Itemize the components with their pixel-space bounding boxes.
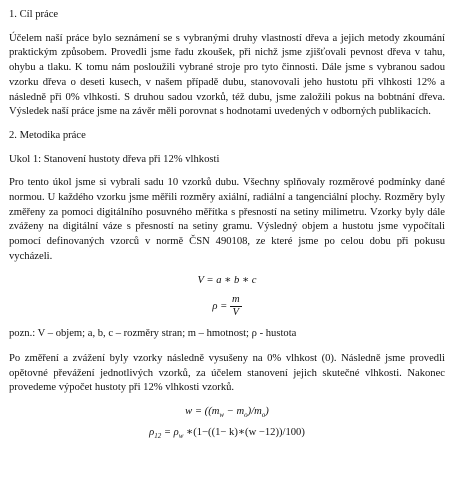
density-numerator: m: [231, 294, 240, 306]
density12-formula: [9, 426, 445, 441]
density12-sub-12: 12: [154, 431, 162, 440]
moisture-part-d: ): [265, 406, 269, 418]
moisture-part-b: − m: [224, 406, 245, 418]
document-page: [9, 8, 445, 440]
density-formula: [9, 294, 445, 319]
section1-paragraph: Účelem naší práce bylo seznámení se s vybranými druhy vlastností dřeva a jejich metody zkoumání praktickým způsobem. Provedli jsme řadu zkoušek, při nichž jsme zjišťovali pevnost dřeva v tahu, ohybu a tlaku. K tomu nám posloužili vybrané stroje pro tyto činnosti. Dále jsme s vybranou sadou vzorku dřeva o deseti kusech, v našem případě dubu, stanovovali jeho hustotu při vlhkosti 12% a následně při 0% vlhkosti. S druhou sadou vzorků, též dubu, jsme založili pokus na bobtnání dřeva. Výsledek naší práce jsme na závěr měli porovnat s hodnotami uvedených v odborných publikacích.: [9, 32, 445, 118]
moisture-sub-o2: o: [261, 411, 266, 420]
task-title: Ukol 1: Stanovení hustoty dřeva při 12% vlhkosti: [9, 153, 220, 165]
section1-heading: 1. Cíl práce: [9, 9, 59, 20]
formula-legend: pozn.: V – objem; a, b, c – rozměry stran; m – hmotnost; ρ - hustota: [9, 328, 297, 340]
section2-heading: 2. Metodika práce: [9, 129, 86, 141]
density12-part-b: = ρ: [161, 426, 179, 438]
density-denominator: V: [230, 306, 242, 319]
density12-part-a: ρ: [149, 426, 155, 438]
moisture-part-c: )/m: [247, 406, 262, 418]
drying-paragraph: Po změření a zvážení byly vzorky následně vysušeny na 0% vlhkost (0). Následně jsme provedli opětovné převážení jednotlivých vzorků, za účelem stanovení jejich skutečné vlhkosti. Nakonec provedeme výpočet hustoty při 12% vlhkosti vzorků.: [9, 352, 445, 394]
moisture-sub-o1: o: [244, 411, 248, 420]
density-formula-lhs: ρ =: [212, 301, 228, 313]
density12-sub-w: w: [178, 431, 184, 440]
density12-part-c: ∗(1−((1− k)∗(w −12))/100): [183, 426, 305, 438]
moisture-formula: [9, 405, 445, 420]
density-fraction: [230, 294, 242, 319]
moisture-sub-w: w: [219, 411, 225, 420]
method-paragraph: Pro tento úkol jsme si vybrali sadu 10 vzorků dubu. Všechny splňovaly rozměrové podmínky dané normou. U každého vzorku jsme měřili rozměry axiální, radiální a tangenciální plochy. Rozměry byly změřeny za pomoci digitálního posuvného měřítka s přesností na setiny milimetru. Vzorky byly dále zváženy na digitální váze s přesností na setiny gramu. Výsledný objem a hustotu jsme vypočítali pomocí definovaných vzorců v normě ČSN 490108, ze které jsme po celou dobu při pokusu vycházeli.: [9, 177, 445, 262]
volume-formula: V = a ∗ b ∗ c: [197, 274, 257, 286]
moisture-part-a: w = ((m: [185, 406, 220, 418]
